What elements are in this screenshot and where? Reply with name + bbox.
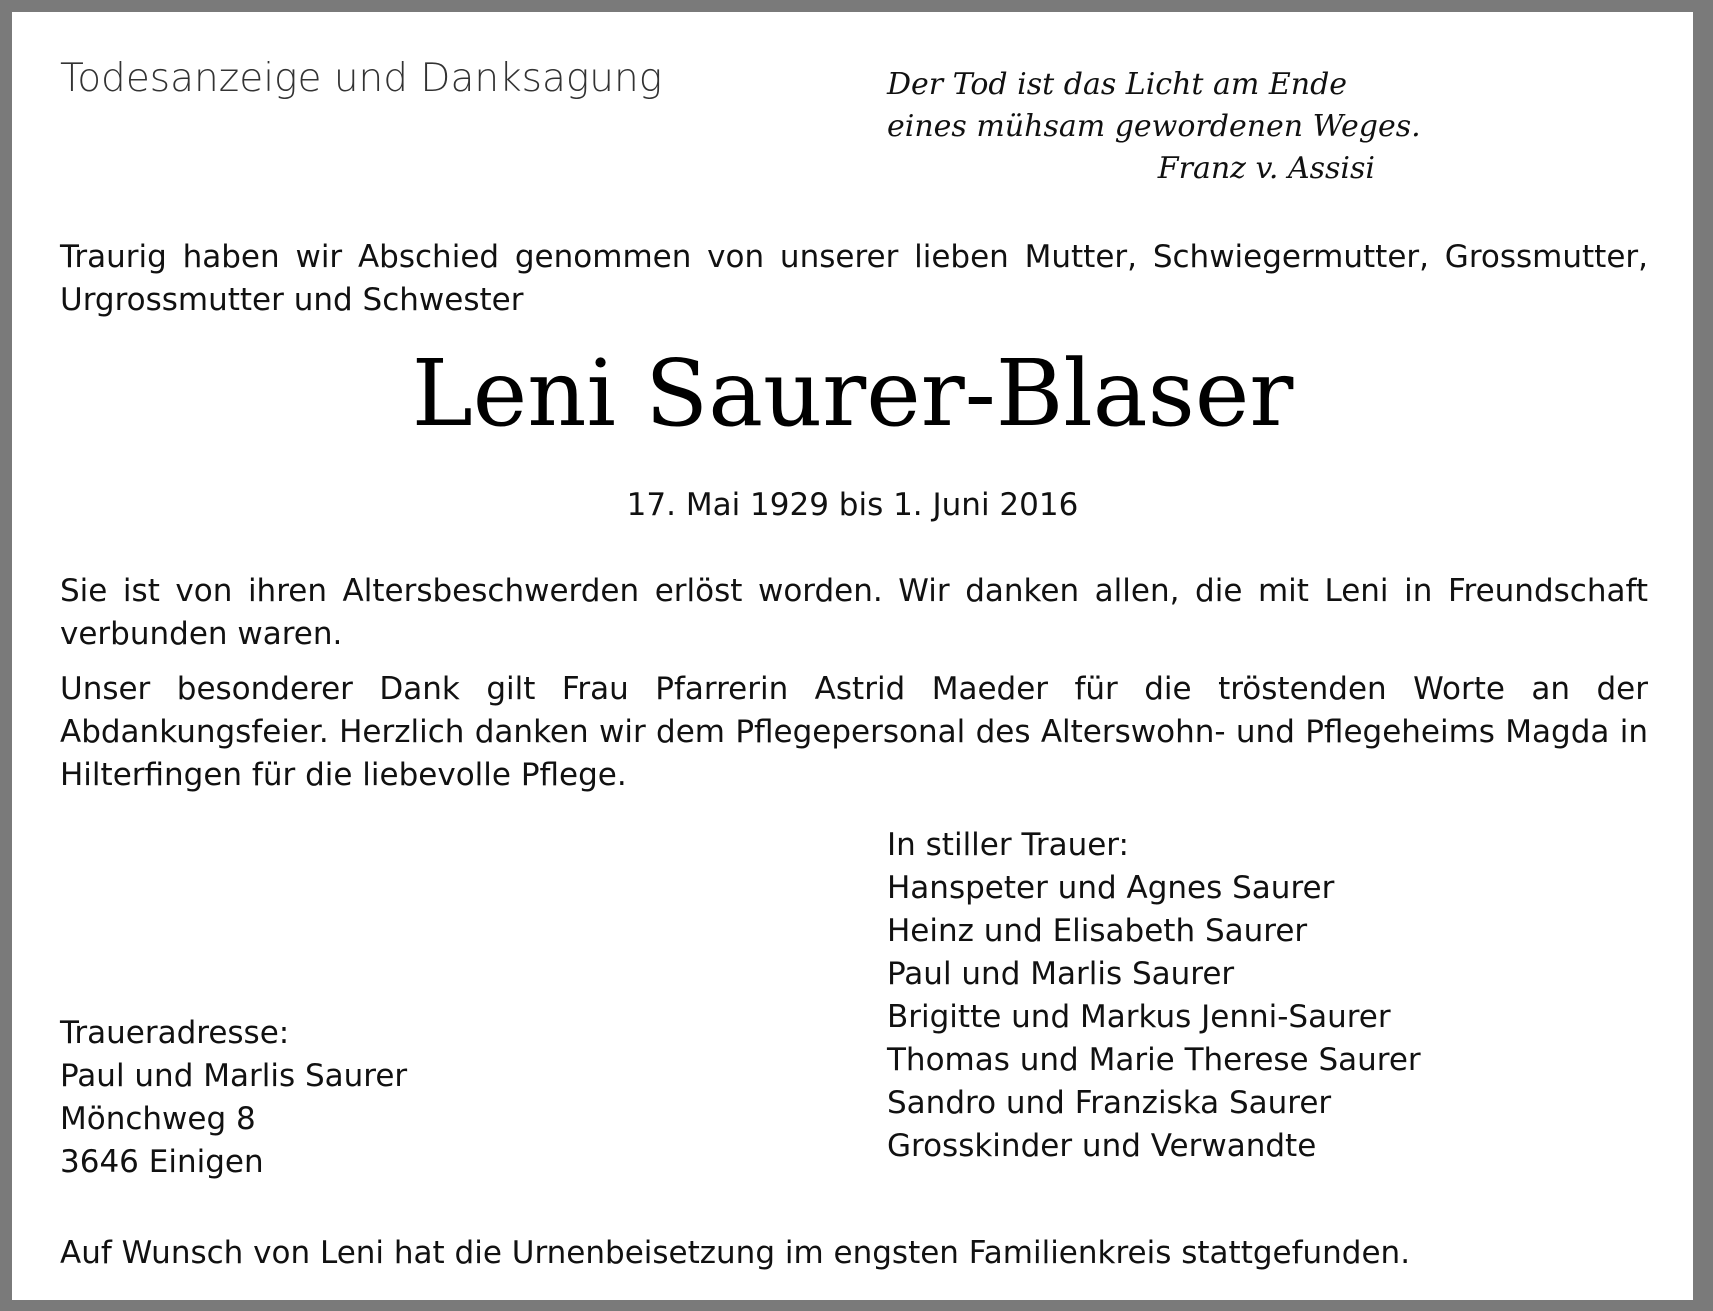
address-heading: Traueradresse: — [60, 1015, 290, 1051]
mourner-name: Heinz und Elisabeth Saurer — [887, 913, 1308, 949]
mourners-heading: In stiller Trauer: — [887, 827, 1129, 863]
motto-line: Der Tod ist das Licht am Ende — [887, 67, 1348, 102]
notice-title: Todesanzeige und Danksagung — [60, 56, 663, 101]
motto-quote — [887, 64, 1421, 190]
thanks-paragraph-1: Sie ist von ihren Altersbeschwerden erlöst worden. Wir danken allen, die mit Leni in Freundschaft verbunden waren. — [60, 573, 1648, 652]
mourning-address — [60, 1012, 407, 1184]
mourner-name: Brigitte und Markus Jenni-Saurer — [887, 999, 1391, 1035]
mourner-name: Paul und Marlis Saurer — [887, 956, 1235, 992]
motto-author: Franz v. Assisi — [1157, 151, 1375, 186]
mourner-name: Grosskinder und Verwandte — [887, 1128, 1317, 1164]
address-line: Paul und Marlis Saurer — [60, 1058, 408, 1094]
mourner-name: Thomas und Marie Therese Saurer — [887, 1042, 1421, 1078]
address-line: 3646 Einigen — [60, 1144, 264, 1180]
life-dates: 17. Mai 1929 bis 1. Juni 2016 — [626, 487, 1079, 523]
address-line: Mönchweg 8 — [60, 1101, 256, 1137]
mourners-list — [887, 824, 1421, 1168]
thanks-paragraph-2: Unser besonderer Dank gilt Frau Pfarrerin Astrid Maeder für die tröstenden Worte an der Abdankungsfeier. Herzlich danken wir dem Pflegepersonal des Alterswohn- und Pflegeheims Magda in Hilterfingen für die liebevolle Pflege. — [60, 671, 1648, 793]
footer-note: Auf Wunsch von Leni hat die Urnenbeisetzung im engsten Familienkreis stattgefunden. — [60, 1235, 1411, 1271]
mourner-name: Hanspeter und Agnes Saurer — [887, 870, 1335, 906]
motto-line: eines mühsam gewordenen Weges. — [887, 109, 1421, 144]
intro-text: Traurig haben wir Abschied genommen von unserer lieben Mutter, Schwiegermutter, Grossmutter, Urgrossmutter und Schwester — [60, 239, 1648, 318]
obituary-page — [12, 12, 1693, 1300]
deceased-name: Leni Saurer-Blaser — [411, 340, 1294, 447]
mourner-name: Sandro und Franziska Saurer — [887, 1085, 1332, 1121]
